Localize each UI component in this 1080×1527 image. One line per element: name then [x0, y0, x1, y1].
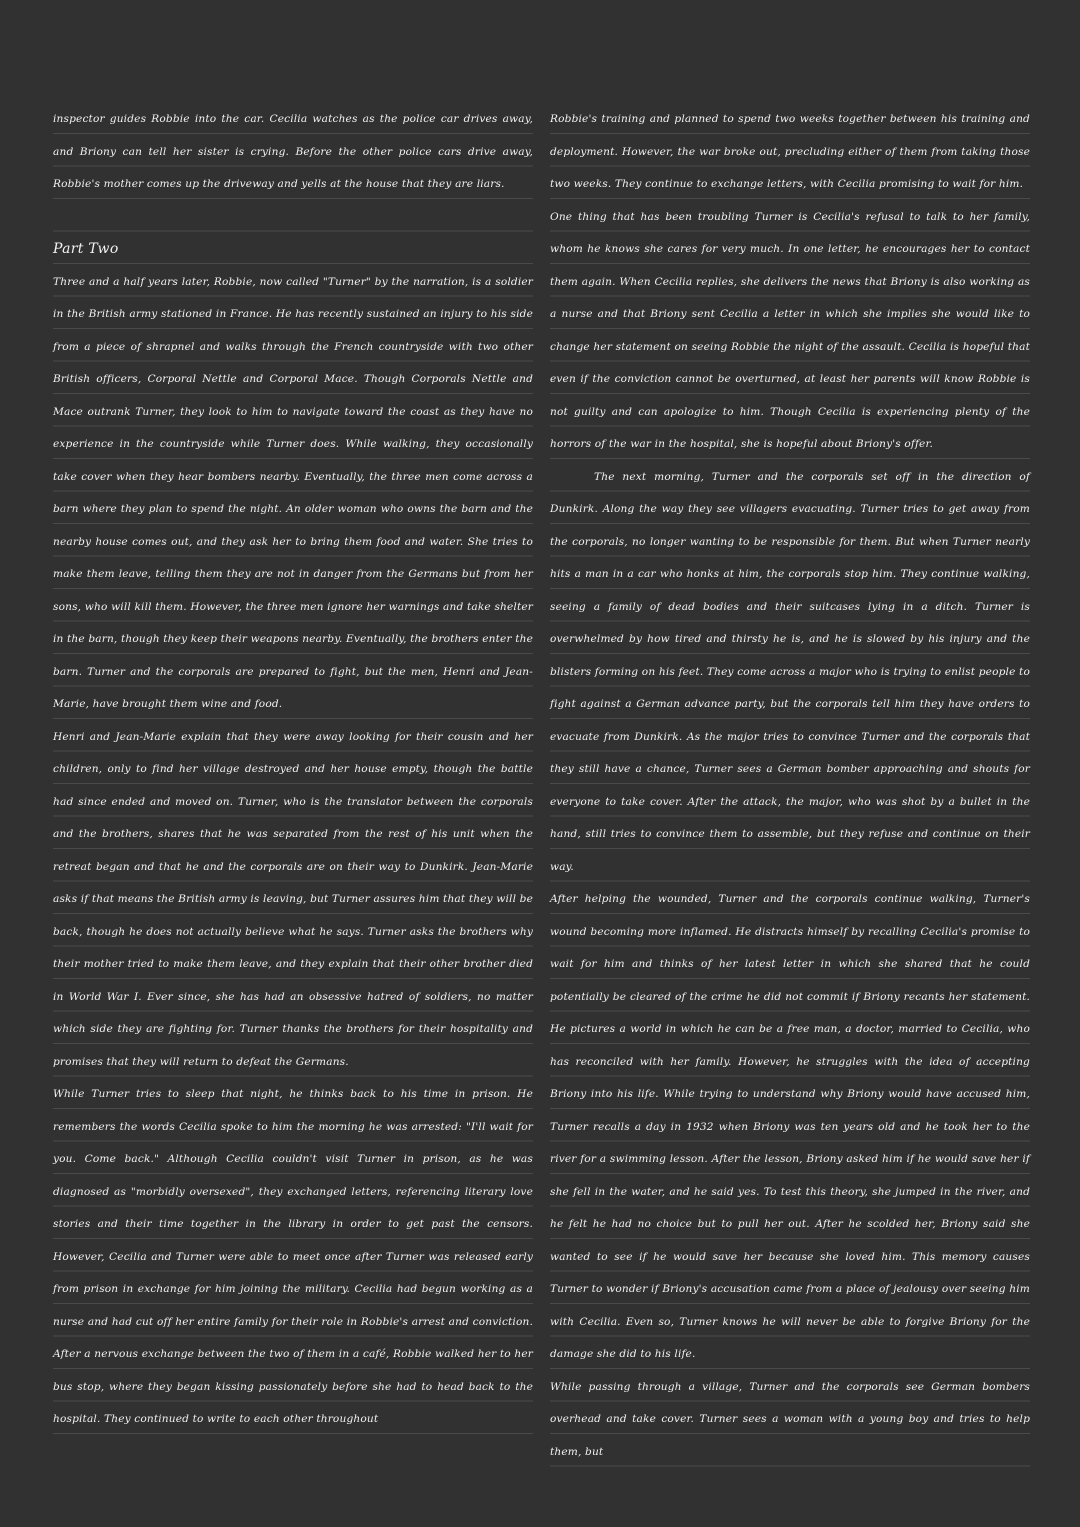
- paragraph-training-letters: Robbie's training and planned to spend two weeks together between his training and deployment. However, the war broke out, precluding either of them from taking those two weeks. They continue to exchange letters, with Cecilia promising to wait for him.: [550, 113, 1030, 190]
- paragraph-village-bombers: While passing through a village, Turner and the corporals see German bombers overhead and take cover. Turner sees a woman with a young boy and tries to help them, but: [550, 1380, 1030, 1458]
- paragraph-brothers-explain: Henri and Jean-Marie explain that they were away looking for their cousin and her children, only to find her village destroyed and her house empty, though the battle had since ended and moved on. Turner, who is the translator between the corporals and the brothers, shares that he was separated from the rest of his unit when the retreat began and that he and the corporals are on their way to Dunkirk. Jean-Marie asks if that means the British army is leaving, but Turner assures him that they will be back, though he does not actually believe what he says. Turner asks the brothers why their mother tried to make them leave, and they explain that their other brother died in World War I. Ever since, she has had an obsessive hatred of soldiers, no matter which side they are fighting for. Turner thanks the brothers for their hospitality and promises that they will return to defeat the Germans.: [53, 730, 533, 1068]
- paragraph-prison-memory: While Turner tries to sleep that night, he thinks back to his time in prison. He remembers the words Cecilia spoke to him the morning he was arrested: "I'll wait for you. Come back." Although Cecilia couldn't visit Turner in prison, as he was diagnosed as "morbidly oversexed", they exchanged letters, referencing literary love stories and their time together in the library in order to get past the censors. However, Cecilia and Turner were able to meet once after Turner was released early from prison in exchange for him joining the military. Cecilia had begun working as a nurse and had cut off her entire family for their role in Robbie's arrest and conviction. After a nervous exchange between the two of them in a café, Robbie walked her to her bus stop, where they began kissing passionately before she had to head back to the hospital. They continued to write to each other throughout: [53, 1088, 533, 1425]
- right-column: [550, 103, 1030, 1468]
- section-heading-part-two: Part Two: [53, 241, 119, 257]
- paragraph-arrest-ending: inspector guides Robbie into the car. Cecilia watches as the police car drives away, and Briony can tell her sister is crying. Before the other police cars drive away, Robbie's mother comes up the driveway and yells at the house that they are liars.: [53, 113, 533, 190]
- paragraph-wound-memory: After helping the wounded, Turner and the corporals continue walking, Turner's wound becoming more inflamed. He distracts himself by recalling Cecilia's promise to wait for him and thinks of her latest letter in which she shared that he could potentially be cleared of the crime he did not commit if Briony recants her statement. He pictures a world in which he can be a free man, a doctor, married to Cecilia, who has reconciled with her family. However, he struggles with the idea of accepting Briony into his life. While trying to understand why Briony would have accused him, Turner recalls a day in 1932 when Briony was ten years old and he took her to the river for a swimming lesson. After the lesson, Briony asked him if he would save her if she fell in the water, and he said yes. To test this theory, she jumped in the river, and he felt he had no choice but to pull her out. After he scolded her, Briony said she wanted to see if he would save her because she loved him. This memory causes Turner to wonder if Briony's accusation came from a place of jealousy over seeing him with Cecilia. Even so, Turner knows he will never be able to forgive Briony for the damage she did to his life.: [550, 893, 1030, 1360]
- left-column: [53, 103, 533, 1436]
- paragraph-cecilia-family: One thing that has been troubling Turner is Cecilia's refusal to talk to her family, whom he knows she cares for very much. In one letter, he encourages her to contact them again. When Cecilia replies, she delivers the news that Briony is also working as a nurse and that Briony sent Cecilia a letter in which she implies she would like to change her statement on seeing Robbie the night of the assault. Cecilia is hopeful that even if the conviction cannot be overturned, at least her parents will know Robbie is not guilty and can apologize to him. Though Cecilia is experiencing plenty of the horrors of the war in the hospital, she is hopeful about Briony's offer.: [550, 210, 1030, 450]
- paragraph-soldiers-barn: Three and a half years later, Robbie, now called "Turner" by the narration, is a soldier in the British army stationed in France. He has recently sustained an injury to his side from a piece of shrapnel and walks through the French countryside with two other British officers, Corporal Nettle and Corporal Mace. Though Corporals Nettle and Mace outrank Turner, they look to him to navigate toward the coast as they have no experience in the countryside while Turner does. While walking, they occasionally take cover when they hear bombers nearby. Eventually, the three men come across a barn where they plan to spend the night. An older woman who owns the barn and the nearby house comes out, and they ask her to bring them food and water. She tries to make them leave, telling them they are not in danger from the Germans but from her sons, who will kill them. However, the three men ignore her warnings and take shelter in the barn, though they keep their weapons nearby. Eventually, the brothers enter the barn. Turner and the corporals are prepared to fight, but the men, Henri and Jean-Marie, have brought them wine and food.: [53, 275, 534, 710]
- paragraph-march-to-dunkirk: The next morning, Turner and the corporals set off in the direction of Dunkirk. Along the way they see villagers evacuating. Turner tries to get away from the corporals, no longer wanting to be responsible for them. But when Turner nearly hits a man in a car who honks at him, the corporals stop him. They continue walking, seeing a family of dead bodies and their suitcases lying in a ditch. Turner is overwhelmed by how tired and thirsty he is, and he is slowed by his injury and the blisters forming on his feet. They come across a major who is trying to enlist people to fight against a German advance party, but the corporals tell him they have orders to evacuate from Dunkirk. As the major tries to convince Turner and the corporals that they still have a chance, Turner sees a German bomber approaching and shouts for everyone to take cover. After the attack, the major, who was shot by a bullet in the hand, still tries to convince them to assemble, but they refuse and continue on their way.: [550, 470, 1030, 873]
